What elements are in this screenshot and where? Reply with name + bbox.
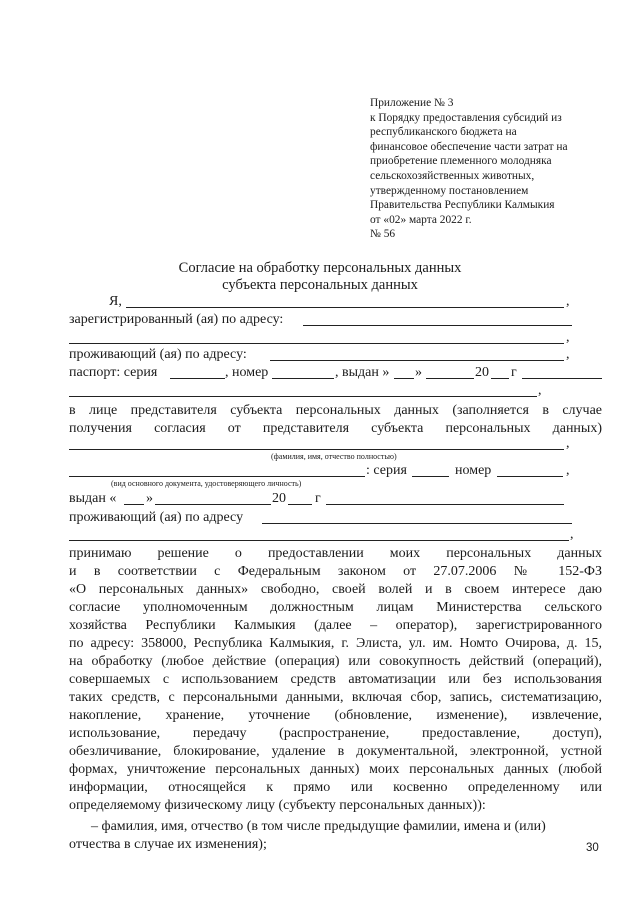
issued-day-field[interactable] — [394, 378, 414, 379]
comma: , — [538, 383, 542, 398]
issued-year-field[interactable] — [491, 378, 509, 379]
fio-field[interactable] — [126, 307, 564, 308]
body-line: накопление, хранение, уточнение (обновление, изменение), извлечение, — [69, 708, 602, 723]
body-line: согласие уполномоченным должностным лицам Министерства сельского — [69, 600, 602, 615]
body-line: и в соответствии с Федеральным законом от 27.07.2006 № 152-ФЗ — [69, 564, 602, 579]
appendix-line: № 56 — [370, 228, 396, 241]
body-line: обезличивание, блокирование, удаление в документальной, электронной, устной — [69, 744, 602, 759]
comma: , — [566, 436, 570, 451]
living2-address-field[interactable] — [262, 523, 572, 524]
issued-by-field[interactable] — [522, 378, 602, 379]
body-line: информации, относящейся к прямо или косвенно определенному или — [69, 780, 602, 795]
issued-month-field[interactable] — [426, 378, 474, 379]
label-g-2: г — [315, 491, 321, 506]
label-g: г — [511, 365, 517, 380]
page-number: 30 — [586, 842, 599, 854]
label-living: проживающий (ая) по адресу: — [69, 347, 247, 362]
label-living-2: проживающий (ая) по адресу — [69, 510, 244, 525]
fio-caption: (фамилия, имя, отчество полностью) — [271, 452, 397, 461]
appendix-line: Приложение № 3 — [370, 97, 454, 109]
passport-number-field[interactable] — [272, 378, 334, 379]
appendix-line: от «02» марта 2022 г. — [370, 213, 472, 226]
label-issued-2: выдан « — [69, 491, 117, 506]
document-type-field[interactable] — [69, 476, 365, 477]
label-series: : серия — [366, 463, 407, 478]
issued2-by-field[interactable] — [326, 504, 564, 505]
body-line: на обработку (любое действие (операция) или совокупность действий (операций), — [69, 654, 602, 669]
registered-address-field[interactable] — [303, 325, 572, 326]
issued2-day-field[interactable] — [124, 504, 144, 505]
appendix-line: к Порядку предоставления субсидий из — [370, 111, 562, 124]
quote: » — [415, 365, 422, 380]
body-line: использование, передачу (распространение, предоставление, доступ), — [69, 726, 602, 741]
living2-address-field-2[interactable] — [69, 540, 569, 541]
issued2-year-field[interactable] — [288, 504, 312, 505]
comma: , — [570, 527, 574, 542]
document-title: Согласие на обработку персональных данных — [178, 260, 462, 276]
label-number-2: номер — [455, 463, 492, 478]
label-ya: Я, — [109, 294, 122, 309]
label-year-20-b: 20 — [272, 491, 286, 506]
appendix-line: сельскохозяйственных животных, — [370, 169, 535, 182]
quote-2: » — [146, 491, 153, 506]
appendix-line: финансовое обеспечение части затрат на — [370, 140, 568, 153]
appendix-line: Правительства Республики Калмыкия — [370, 199, 555, 212]
registered-address-field-2[interactable] — [69, 343, 564, 344]
appendix-line: республиканского бюджета на — [370, 126, 517, 139]
body-line: принимаю решение о предоставлении моих персональных данных — [69, 546, 602, 561]
body-line: по адресу: 358000, Республика Калмыкия, г. Элиста, ул. им. Номто Очирова, д. 15, — [69, 636, 602, 651]
comma: , — [566, 463, 570, 478]
body-line: совершаемых с использованием средств автоматизации или без использования — [69, 672, 602, 687]
label-number: , номер — [225, 365, 269, 380]
body-line: определяемому физическому лицу (субъекту персональных данных)): — [69, 798, 486, 813]
label-registered: зарегистрированный (ая) по адресу: — [69, 312, 284, 327]
body-line: хозяйства Республики Калмыкия (далее – оператор), зарегистрированного — [69, 618, 602, 633]
living-address-field[interactable] — [270, 360, 564, 361]
body-line: таких средств, с персональными данными, включая сбор, запись, систематизацию, — [69, 690, 602, 705]
body-line: формах, уничтожение персональных данных) моих персональных данных (любой — [69, 762, 602, 777]
document-subtitle: субъекта персональных данных — [222, 277, 418, 293]
appendix-header — [370, 96, 615, 242]
comma: , — [566, 294, 570, 309]
document-number-field[interactable] — [497, 476, 563, 477]
representative-text: получения согласия от представителя субъекта персональных данных) — [69, 421, 602, 436]
label-issued: , выдан » — [335, 365, 390, 380]
document-series-field[interactable] — [412, 476, 449, 477]
representative-text: в лице представителя субъекта персональных данных (заполняется в случае — [69, 403, 602, 418]
issued2-month-field[interactable] — [155, 504, 271, 505]
list-item: отчества в случае их изменения); — [69, 837, 267, 852]
issued-by-field-2[interactable] — [69, 396, 537, 397]
appendix-line: утвержденному постановлением — [370, 184, 529, 197]
list-item: – фамилия, имя, отчество (в том числе предыдущие фамилии, имена и (или) — [91, 819, 546, 834]
comma: , — [566, 330, 570, 345]
label-passport-series: паспорт: серия — [69, 365, 158, 380]
document-caption: (вид основного документа, удостоверяющего личность) — [111, 479, 302, 488]
appendix-line: приобретение племенного молодняка — [370, 155, 552, 168]
comma: , — [566, 347, 570, 362]
representative-fio-field[interactable] — [69, 449, 564, 450]
passport-series-field[interactable] — [170, 378, 225, 379]
label-year-20: 20 — [475, 365, 489, 380]
body-line: «О персональных данных» свободно, своей волей и в своем интересе даю — [69, 582, 602, 597]
